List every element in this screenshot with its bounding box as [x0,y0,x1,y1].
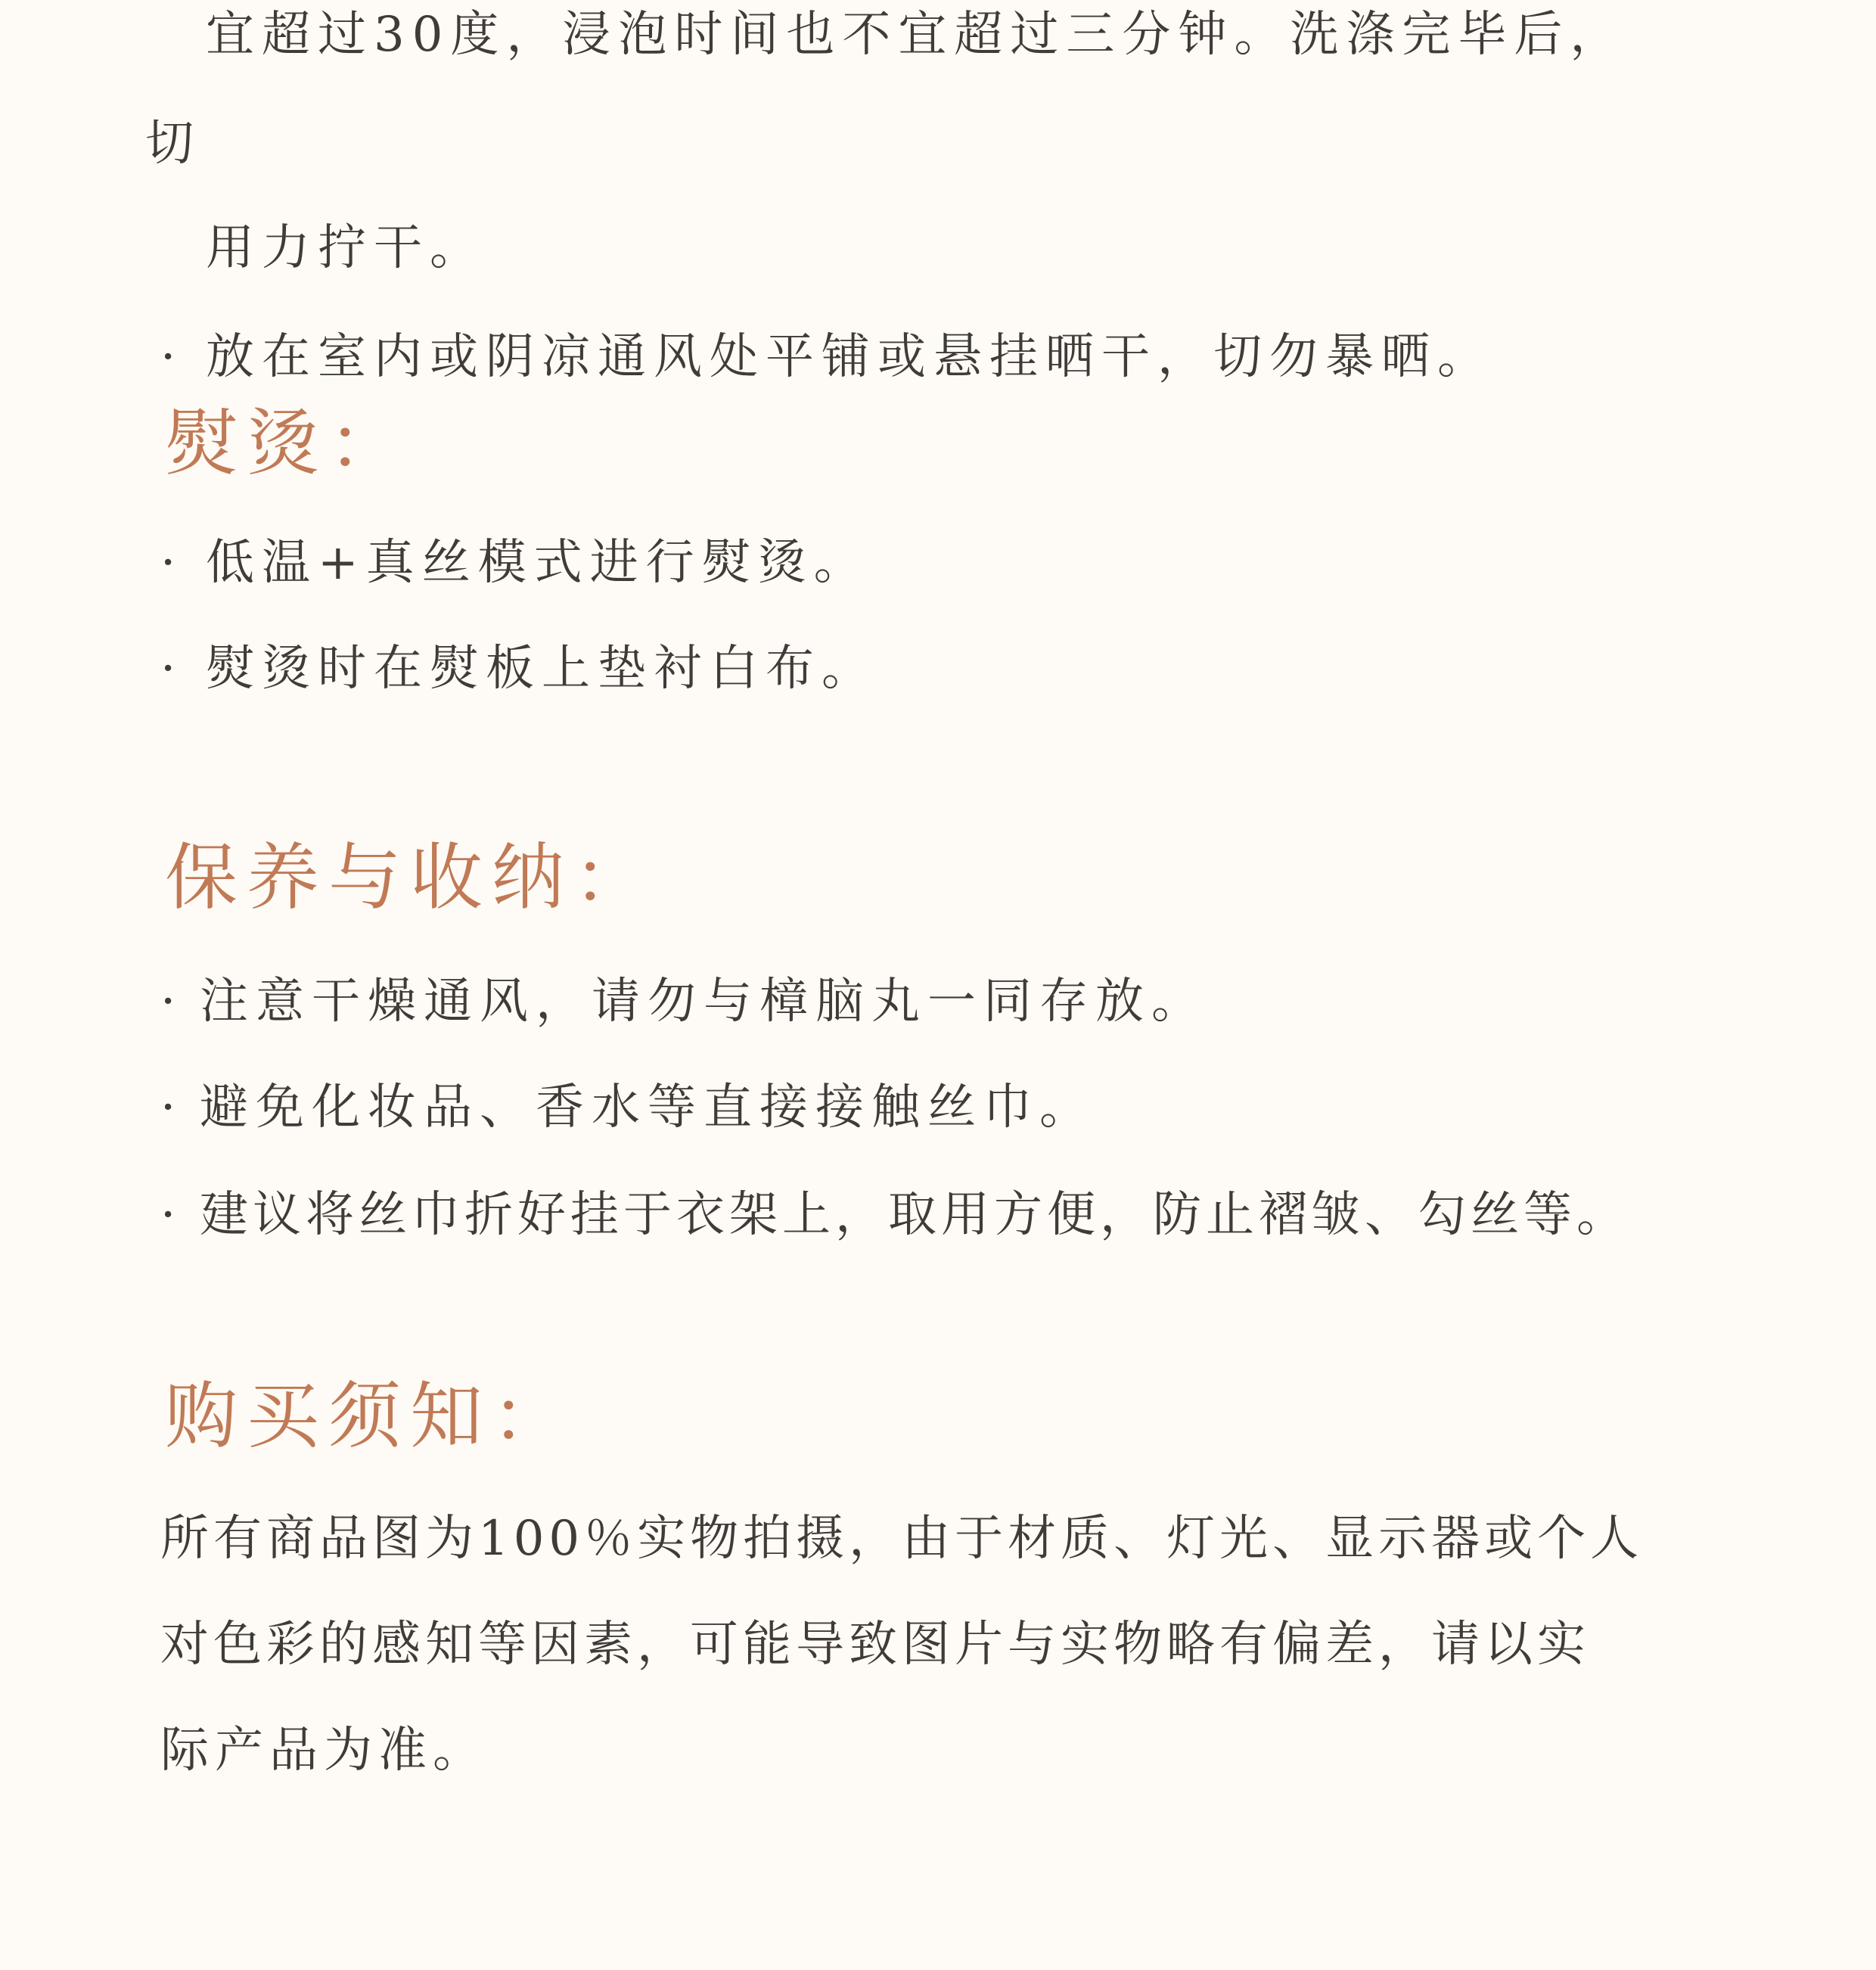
bullet-dot: · [160,974,176,1030]
wash-text-line-1: 宜超过30度，浸泡时间也不宜超过三分钟。洗涤完毕后， [206,7,1626,63]
purchase-text-line-2: 对色彩的感知等因素，可能导致图片与实物略有偏差，请以实 [160,1617,1590,1673]
bullet-dot: · [160,641,176,697]
wash-text-line-2: 切 [145,116,201,172]
wash-dry-item: 放在室内或阴凉通风处平铺或悬挂晒干，切勿暴晒。 [206,329,1493,385]
bullet-dot: · [160,329,176,385]
care-item-1: 注意干燥通风，请勿与樟脑丸一同存放。 [200,974,1207,1030]
ironing-heading: 熨烫： [165,401,410,486]
purchase-text-line-1: 所有商品图为100％实物拍摄，由于材质、灯光、显示器或个人 [160,1511,1644,1567]
care-item-3: 建议将丝巾折好挂于衣架上，取用方便，防止褶皱、勾丝等。 [200,1187,1629,1243]
bullet-dot: · [160,1080,176,1136]
wash-text-line-3: 用力拧干。 [206,220,486,276]
bullet-dot: · [160,535,176,591]
ironing-item-2: 熨烫时在熨板上垫衬白布。 [206,641,877,697]
bullet-dot: · [160,1187,176,1243]
ironing-item-1: 低温+真丝模式进行熨烫。 [206,535,870,591]
purchase-heading: 购买须知： [165,1374,573,1459]
care-item-2: 避免化妆品、香水等直接接触丝巾。 [200,1080,1095,1136]
care-heading: 保养与收纳： [165,835,655,920]
purchase-text-line-3: 际产品为准。 [160,1723,487,1779]
